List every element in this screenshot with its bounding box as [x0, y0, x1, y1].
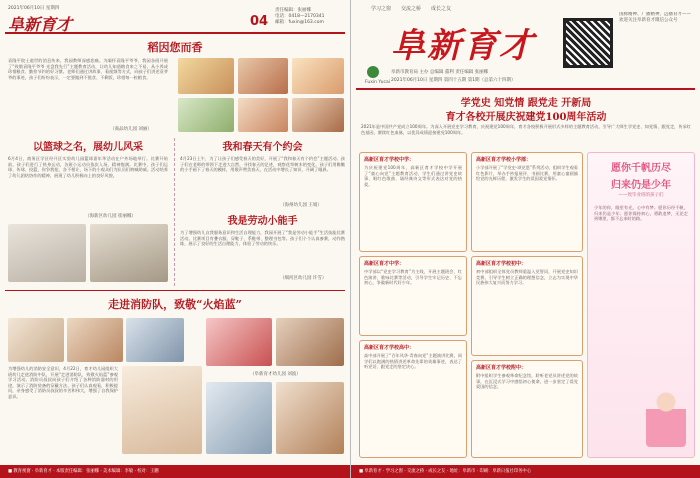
- nav-item: 交流之桥: [401, 6, 422, 12]
- box-title: 高新区育才中学：: [364, 261, 405, 267]
- box-body: 高中部开展了“百年风华·青春向党”主题演讲比赛，同学们以饱满的热情讲述革命先辈的英雄事迹，表达了听党话、跟党走的坚定决心。: [364, 353, 462, 370]
- box-title: 高新区育才学校中学：: [364, 157, 415, 163]
- school-box: [359, 152, 467, 252]
- box-title: 高新区育才学校高中：: [364, 345, 415, 351]
- box-body: 附中组织学生参观革命纪念馆，聆听老党员讲述党的故事，在沉浸式学习中感悟初心使命，进一步坚定了爱党爱国的信念。: [476, 373, 578, 390]
- article-title: 我和春天有个约会: [222, 142, 303, 153]
- photo: [178, 98, 234, 132]
- column-divider: [174, 138, 175, 286]
- editor-line: 责任编辑：张丽娜: [275, 8, 311, 13]
- article-title: 稻因您而香: [147, 41, 203, 54]
- photo: [90, 224, 168, 282]
- left-logo: 阜新育才: [8, 15, 73, 34]
- article-author: （阜新育才幼儿园 刘波）: [250, 372, 301, 377]
- school-box: [471, 360, 583, 458]
- poster-subtitle: 归来仍是少年: [611, 180, 671, 191]
- photo: [67, 318, 123, 362]
- school-box: [471, 152, 583, 252]
- graduation-poster: [587, 152, 695, 458]
- school-logo-icon: [367, 66, 379, 78]
- photo: [238, 58, 288, 94]
- masthead: 阜新育才: [391, 26, 535, 66]
- photo: [276, 318, 344, 366]
- header-rule: [5, 32, 345, 34]
- box-title: 高新区育才学校初中：: [476, 261, 527, 267]
- school-box: [359, 340, 467, 458]
- left-footer: ■ 教育视窗 · 阜新育才 · 本版责任编辑：张丽娜 · 美术编辑：李敏 · 校对：王鹏: [0, 465, 350, 478]
- right-footer: ■ 阜新育才 · 学习之窗 · 交流之桥 · 成长之友 · 地址：阜新市 · 印刷：阜新日报社印务中心: [351, 465, 700, 478]
- article-body: 6月4日，商务区学区经开区实验幼儿园篮球嘉年华活动在户外场地举行。比赛开始前，孩子们进行了热身运动，各班小运动员依次入场，精神饱满。比赛中，孩子们运球、传球、投篮，你争我抢，各不相让，场下的小观众们为队员们呐喊助威。活动培养了幼儿团结协作的精神，展现了幼儿积极向上的良好风貌。: [8, 156, 168, 178]
- issue-line: 2021年06月10日 星期四 第四十五期 第1期（总第六十四期）: [391, 78, 516, 83]
- article-author: （商品幼儿园 刘丽）: [110, 127, 152, 132]
- article-body: 为了增强幼儿自我服务意识和生活自理能力，我园开展了“我是劳动小能手”生活技能比赛活动。比赛项目有叠衣服、穿鞋子、系鞋带、整理书包等。孩子们个个认真参赛，动作熟练，展示了良好的生活自理能力，体验了劳动的快乐。: [180, 230, 345, 247]
- qr-code-icon: [563, 18, 613, 68]
- header-rule: [356, 88, 695, 90]
- box-body: 小学部开展了“学党史·颂党恩”系列活动，组织学生观看红色影片，举办手抄报展评、书画比赛，用童心童画描绘党的光辉历程，激发学生的爱国爱党情怀。: [476, 165, 578, 182]
- headline: 学党史 知党情 跟党走 开新局: [460, 98, 592, 109]
- nav-bar: [371, 6, 451, 12]
- poster-poem: 少年的你，眼里有光，心中有梦。愿你历经千帆，归来仍是少年；愿你保持初心，勇敢追梦，无论走到哪里，都不忘来时的路。: [594, 205, 688, 222]
- photo: [122, 366, 202, 454]
- school-box: [471, 256, 583, 356]
- photo: [8, 318, 64, 362]
- photo: [238, 98, 288, 132]
- photo: [206, 382, 272, 454]
- masthead-sub: Fuxin Yucai: [365, 80, 390, 85]
- box-body: 初中部组织全体党员教师重温入党誓词，开展党史知识竞赛，引导学生树立正确的理想信念，立志为实现中华民族伟大复兴而努力学习。: [476, 269, 578, 286]
- poster-title: 愿你千帆历尽: [611, 163, 671, 174]
- article-body: 4月23日上午，为了让孩子们感受春天的美好，开展了“我和春天有个约会”主题活动。孩子们在老师的带领下走进大自然，寻找春天的足迹，观察花草树木的变化。孩子们用稚嫩的小手画下了春天的模样，用歌声赞美春天，在活动中增长了知识，开阔了眼界。: [180, 156, 345, 173]
- headline-sub: 育才各校开展庆祝建党100周年活动: [445, 112, 607, 123]
- box-body: 为庆祝建党100周年，高新区育才学校中学开展了“童心向党”主题教育活动，学生们通过讲党史故事、唱红色歌曲、诵经典诗文等形式表达对党的热爱。: [364, 165, 462, 187]
- box-body: 中学部以“党史学习教育”为主线，开展主题班会、红色演讲、歌咏比赛等活动，引导学生牢记历史、不忘初心，争做新时代好少年。: [364, 269, 462, 286]
- nav-item: 学习之窗: [371, 6, 392, 12]
- masthead-line: 阜新市教育局 主办 总编辑 董利 责任编辑 张丽娜: [391, 70, 489, 75]
- article-body: 为增强幼儿的消防安全意识，4月22日，育才幼儿园组织大班幼儿走进消防中队，开展“走进消防队，致敬火焰蓝”参观学习活动。消防员叔叔向孩子们介绍了各种消防器材的用途，演示了消防装备的穿戴方法。孩子们认真观看，积极提问，亲身感受了消防员叔叔的辛苦和伟大，增强了自我保护意识。: [8, 366, 118, 399]
- child-illustration: [646, 387, 686, 447]
- right-page: [350, 0, 700, 478]
- editor-email: 邮箱：fuxin@163.com: [275, 20, 324, 25]
- left-date-line: 2021年06月10日 星期四: [8, 6, 60, 11]
- photo: [8, 224, 86, 282]
- box-title: 高新区育才学校小学部：: [476, 157, 532, 163]
- article-title: 走进消防队，致敬“火焰蓝”: [108, 298, 242, 311]
- qr-caption: 国脉精神、广播精神，远播育才——欢迎关注阜新育才微信公众号: [619, 12, 691, 23]
- article-author: （海新区幼儿园 崔丽娜）: [85, 214, 136, 219]
- article-body: 袁隆平院士逝世的消息传来，我园教师深感悲痛。为缅怀袁隆平爷爷，我园各班开展了“致敬袁隆平爷爷 光盘我先行”主题教育活动，让幼儿知道粮食来之不易，从小养成珍惜粮食、勤俭节约的好习惯。老师们通过讲故事、看视频等方式，向孩子们讲述袁爷爷的事迹，孩子们纷纷表示，一定要做到不挑食、不剩饭，珍惜每一粒粮食。: [8, 58, 168, 80]
- article-author: （细河区幼儿园 许雪）: [280, 276, 327, 281]
- poster-caption: ——致毕业班的孩子们: [618, 193, 664, 198]
- nav-item: 成长之友: [431, 6, 452, 12]
- article-title: 以篮球之名，展幼儿风采: [33, 142, 143, 153]
- photo: [178, 58, 234, 94]
- photo: [126, 318, 184, 362]
- school-box: [359, 256, 467, 336]
- box-title: 高新区育才学校附中：: [476, 365, 527, 371]
- lead-paragraph: 2021年是中国共产党成立100周年。为深入开展党史学习教育，庆祝建党100周年，育才各校积极开展形式多样的主题教育活动，引导广大师生学党史、知党情、跟党走，传承红色基因，赓续红色血脉，以优异成绩迎接建党100周年。: [361, 124, 691, 135]
- editor-phone: 电话：0418—2170341: [275, 14, 325, 19]
- page-number: 04: [250, 14, 269, 29]
- photo: [292, 58, 344, 94]
- photo: [292, 98, 344, 132]
- article-title: 我是劳动小能手: [227, 216, 298, 227]
- photo: [276, 382, 344, 454]
- editor-info: [275, 8, 345, 26]
- article-author: （海州幼儿园 王娟）: [280, 203, 322, 208]
- section-rule: [5, 290, 345, 291]
- photo: [206, 318, 272, 366]
